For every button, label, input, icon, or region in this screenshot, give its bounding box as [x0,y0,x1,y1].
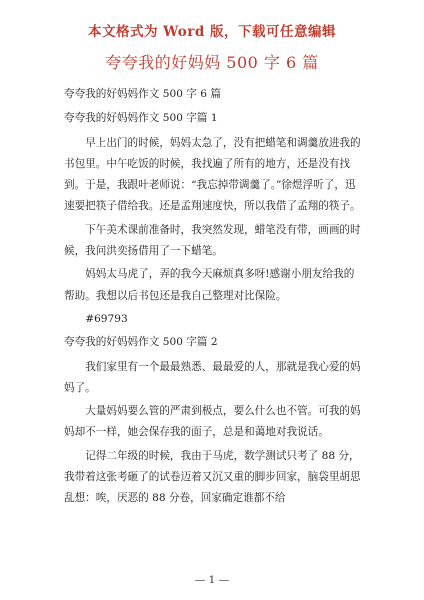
paragraph: 下午美术课前准备时，我突然发现，蜡笔没有带，画画的时候，我问洪奕扬借用了一下蜡笔。 [64,223,361,258]
document-body [64,84,364,512]
document-title: 夸夸我的好妈妈 500 字 6 篇 [105,53,319,72]
page-number: — 1 — [194,574,230,586]
paragraph: 大量妈妈要么管的严肃到极点，要么什么也不管。可我的妈妈却不一样，她会保存我的面子，总是和蔼地对我说话。 [64,405,361,439]
paragraph: 早上出门的时候，妈妈太急了，没有把蜡笔和调羹放进我的书包里。中午吃饭的时候，我找遍了所有的地方，还是没有找到。于是，我跟叶老师说：“我忘掉带调羹了。”徐煜浮听了，迅速要把筷子借给我。还是孟翔速度快，所以我借了孟翔的筷子。 [64,136,361,213]
section-heading: 夸夸我的好妈妈作文 500 字 6 篇 [64,88,221,100]
section-heading: 夸夸我的好妈妈作文 500 字篇 2 [64,336,218,349]
download-banner: 本文格式为 Word 版，下载可任意编辑 [87,24,337,40]
paragraph: 记得二年级的时候，我由于马虎，数学测试只考了 88 分，我带着这张考砸了的试卷迈着又沉又重的脚步回家，脑袋里胡思乱想：唉，厌恶的 88 分卷，回家确定谁都不给 [64,449,361,505]
article-code: #69793 [85,312,128,325]
paragraph: 妈妈太马虎了，弄的我今天麻烦真多呀!感谢小朋友给我的帮助。我想以后书包还是我自己整理对比保险。 [64,268,355,302]
section-heading: 夸夸我的好妈妈作文 500 字篇 1 [64,112,218,125]
paragraph: 我们家里有一个最最熟悉、最最爱的人，那就是我心爱的妈妈了。 [64,360,361,394]
